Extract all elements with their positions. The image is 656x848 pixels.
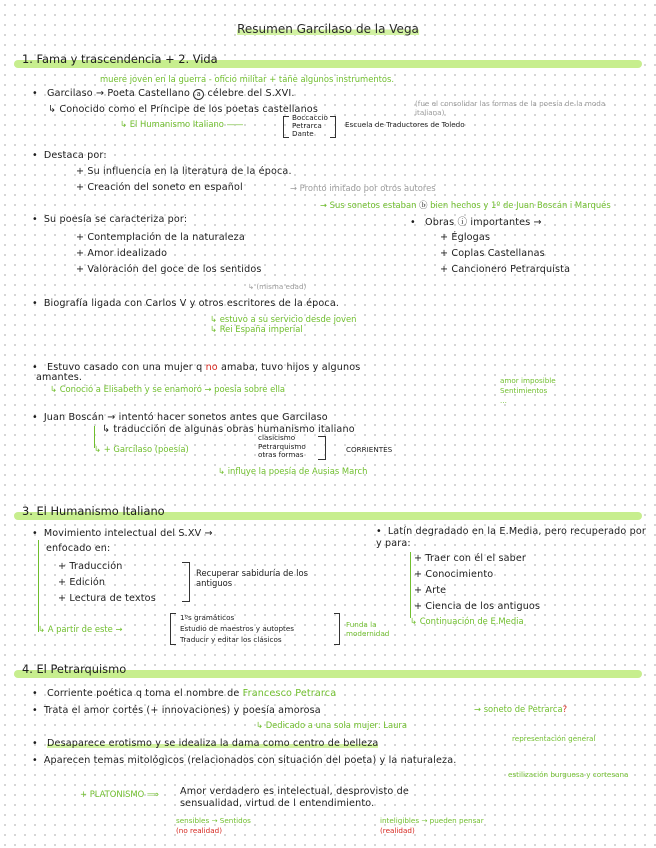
section-1-heading: 1. Fama y trascendencia + 2. Vida xyxy=(22,52,218,66)
ella-notes: amor imposible Sentimientos ... xyxy=(500,376,556,405)
obras-line: • Obras ⓘ importantes → xyxy=(410,214,542,228)
inteligibles-note: inteligibles → pueden pensar xyxy=(380,816,484,825)
principe-note: (fue el consolidar las formas de la poesía de la moda italiana) xyxy=(415,99,606,117)
destaca-line: • Destaca por: xyxy=(32,150,107,161)
page-title: Resumen Garcilaso de la Vega xyxy=(237,22,419,36)
section-4-heading: 4. El Petrarquismo xyxy=(22,662,127,676)
enfocado-item-2: + Edición xyxy=(58,577,106,588)
poesia-line: • Su poesía se caracteriza por: xyxy=(32,214,187,225)
estilizacion-note: estilización burguesa y cortesana xyxy=(508,770,629,779)
humanismo-link: ↳ El Humanismo Italiano —— xyxy=(120,119,244,129)
autores-brace-right xyxy=(330,116,336,138)
influye-note: ↳ influye la poesía de Ausias March xyxy=(218,466,368,476)
muere-note: muere joven en la guerra - oficio militar + tañe algunos instrumentos. xyxy=(100,74,395,84)
destaca-item-1: + Su influencia en la literatura de la época. xyxy=(76,166,292,177)
escuela-note: Escuela de Traductores de Toledo xyxy=(345,120,465,129)
corrientes-brace xyxy=(318,436,326,460)
biografia-line: • Biografía ligada con Carlos V y otros escritores de la época. xyxy=(32,298,339,309)
obras-item-2: + Coplas Castellanas xyxy=(440,248,545,259)
conocio-note: ↳ Conoció a Elisabeth y se enamoró → poesía sobre ella xyxy=(50,384,286,394)
representacion-note: representación general xyxy=(512,734,596,743)
recuperar-brace xyxy=(182,562,190,602)
poesia-item-1: + Contemplación de la naturaleza xyxy=(76,232,245,243)
enfocado-item-3: + Lectura de textos xyxy=(58,593,156,604)
amantes-line: amantes. xyxy=(36,372,83,383)
humanismo-connector xyxy=(38,540,39,632)
dedicado-note: ↳ Dedicado a una sola mujer: Laura xyxy=(256,720,407,730)
corriente-line: • Corriente poética q toma el nombre de Francesco Petrarca xyxy=(32,688,336,699)
aparecen-line: • Aparecen temas mitológicos (relacionados con situación del poeta) y la naturaleza. xyxy=(32,755,456,766)
a-partir-note: ↳ A partir de este → xyxy=(38,624,123,634)
enfocado-line: enfocado en: xyxy=(46,543,111,554)
autores-list: Boccaccio Petrarca Dante xyxy=(292,113,328,138)
apartir-list: 1ºs gramáticos Estudio de maestros y autoptes Traducir y editar los clásicos xyxy=(180,613,295,644)
servicio-note: ↳ estuvo a su servicio desde joven xyxy=(210,314,357,324)
misma-edad-note: ↳ (misma edad) xyxy=(248,282,307,291)
latin-line: • Latín degradado en la E.Media, pero recuperado por y para: xyxy=(376,526,646,550)
autores-brace xyxy=(283,116,289,138)
rei-espana-note: ↳ Rei España imperial xyxy=(210,324,303,334)
continuacion-note: ↳ Continuación de E.Media xyxy=(410,616,524,626)
amor-verdadero-line: Amor verdadero es intelectual, desprovisto de xyxy=(180,786,409,797)
trata-line: • Trata el amor cortés (+ innovaciones) y poesía amorosa xyxy=(32,705,321,716)
funda-brace xyxy=(334,613,340,645)
poesia-item-2: + Amor idealizado xyxy=(76,248,168,259)
desaparece-line: • Desaparece erotismo y se idealiza la dama como centro de belleza xyxy=(32,738,378,749)
realidad-note: (realidad) xyxy=(380,826,415,835)
corrientes-list: clasicismo Petrarquismo otras formas xyxy=(258,433,306,459)
no-realidad-note: (no realidad) xyxy=(176,826,222,835)
latin-connector xyxy=(410,552,411,618)
garcilaso-poesia: ↳ + Garcilaso (poesía) xyxy=(94,444,189,454)
boscan-line: • Juan Boscán → intentó hacer sonetos antes que Garcilaso xyxy=(32,412,328,423)
recuperar-note: Recuperar sabiduría de los antiguos xyxy=(196,568,308,588)
principe-line: ↳ Conocido como el Príncipe de los poetas castellanos xyxy=(48,104,318,115)
latin-item-2: + Conocimiento xyxy=(414,569,494,580)
platonismo-label: + PLATONISMO ⟹ xyxy=(80,789,159,799)
sensualidad-line: sensualidad, virtud de l entendimiento. xyxy=(180,798,375,809)
traduccion-line: ↳ traducción de algunas obras humanismo italiano xyxy=(102,424,355,435)
enfocado-item-1: + Traducción xyxy=(58,561,123,572)
soneto-petrarca-note: → soneto de Petrarca? xyxy=(474,704,568,714)
obras-item-3: + Cancionero Petrarquista xyxy=(440,264,571,275)
pronto-note: → Pronto imitado por otros autores xyxy=(290,183,436,193)
obras-item-1: + Églogas xyxy=(440,232,491,243)
casado-line: • Estuvo casado con una mujer q no amaba, tuvo hijos y algunos xyxy=(32,362,360,373)
sus-sonetos-note: → Sus sonetos estaban ⓑ bien hechos y 1º de Juan Boscán i Marqués xyxy=(320,200,611,210)
movimiento-line: • Movimiento intelectual del S.XV → xyxy=(32,528,213,539)
corrientes-label: CORRIENTES xyxy=(346,445,393,454)
destaca-item-2: + Creación del soneto en español xyxy=(76,182,243,193)
latin-item-1: + Traer con él el saber xyxy=(414,553,527,564)
poesia-item-3: + Valoración del goce de los sentidos xyxy=(76,264,262,275)
apartir-brace xyxy=(170,613,176,645)
garcilaso-line: • Garcilaso → Poeta Castellano a célebre del S.XVI. xyxy=(32,88,295,100)
funda-note: Funda la modernidad xyxy=(346,620,390,638)
latin-item-3: + Arte xyxy=(414,585,447,596)
sensibles-note: sensibles → Sentidos xyxy=(176,816,251,825)
latin-item-4: + Ciencia de los antiguos xyxy=(414,601,541,612)
section-3-heading: 3. El Humanismo Italiano xyxy=(22,504,165,518)
